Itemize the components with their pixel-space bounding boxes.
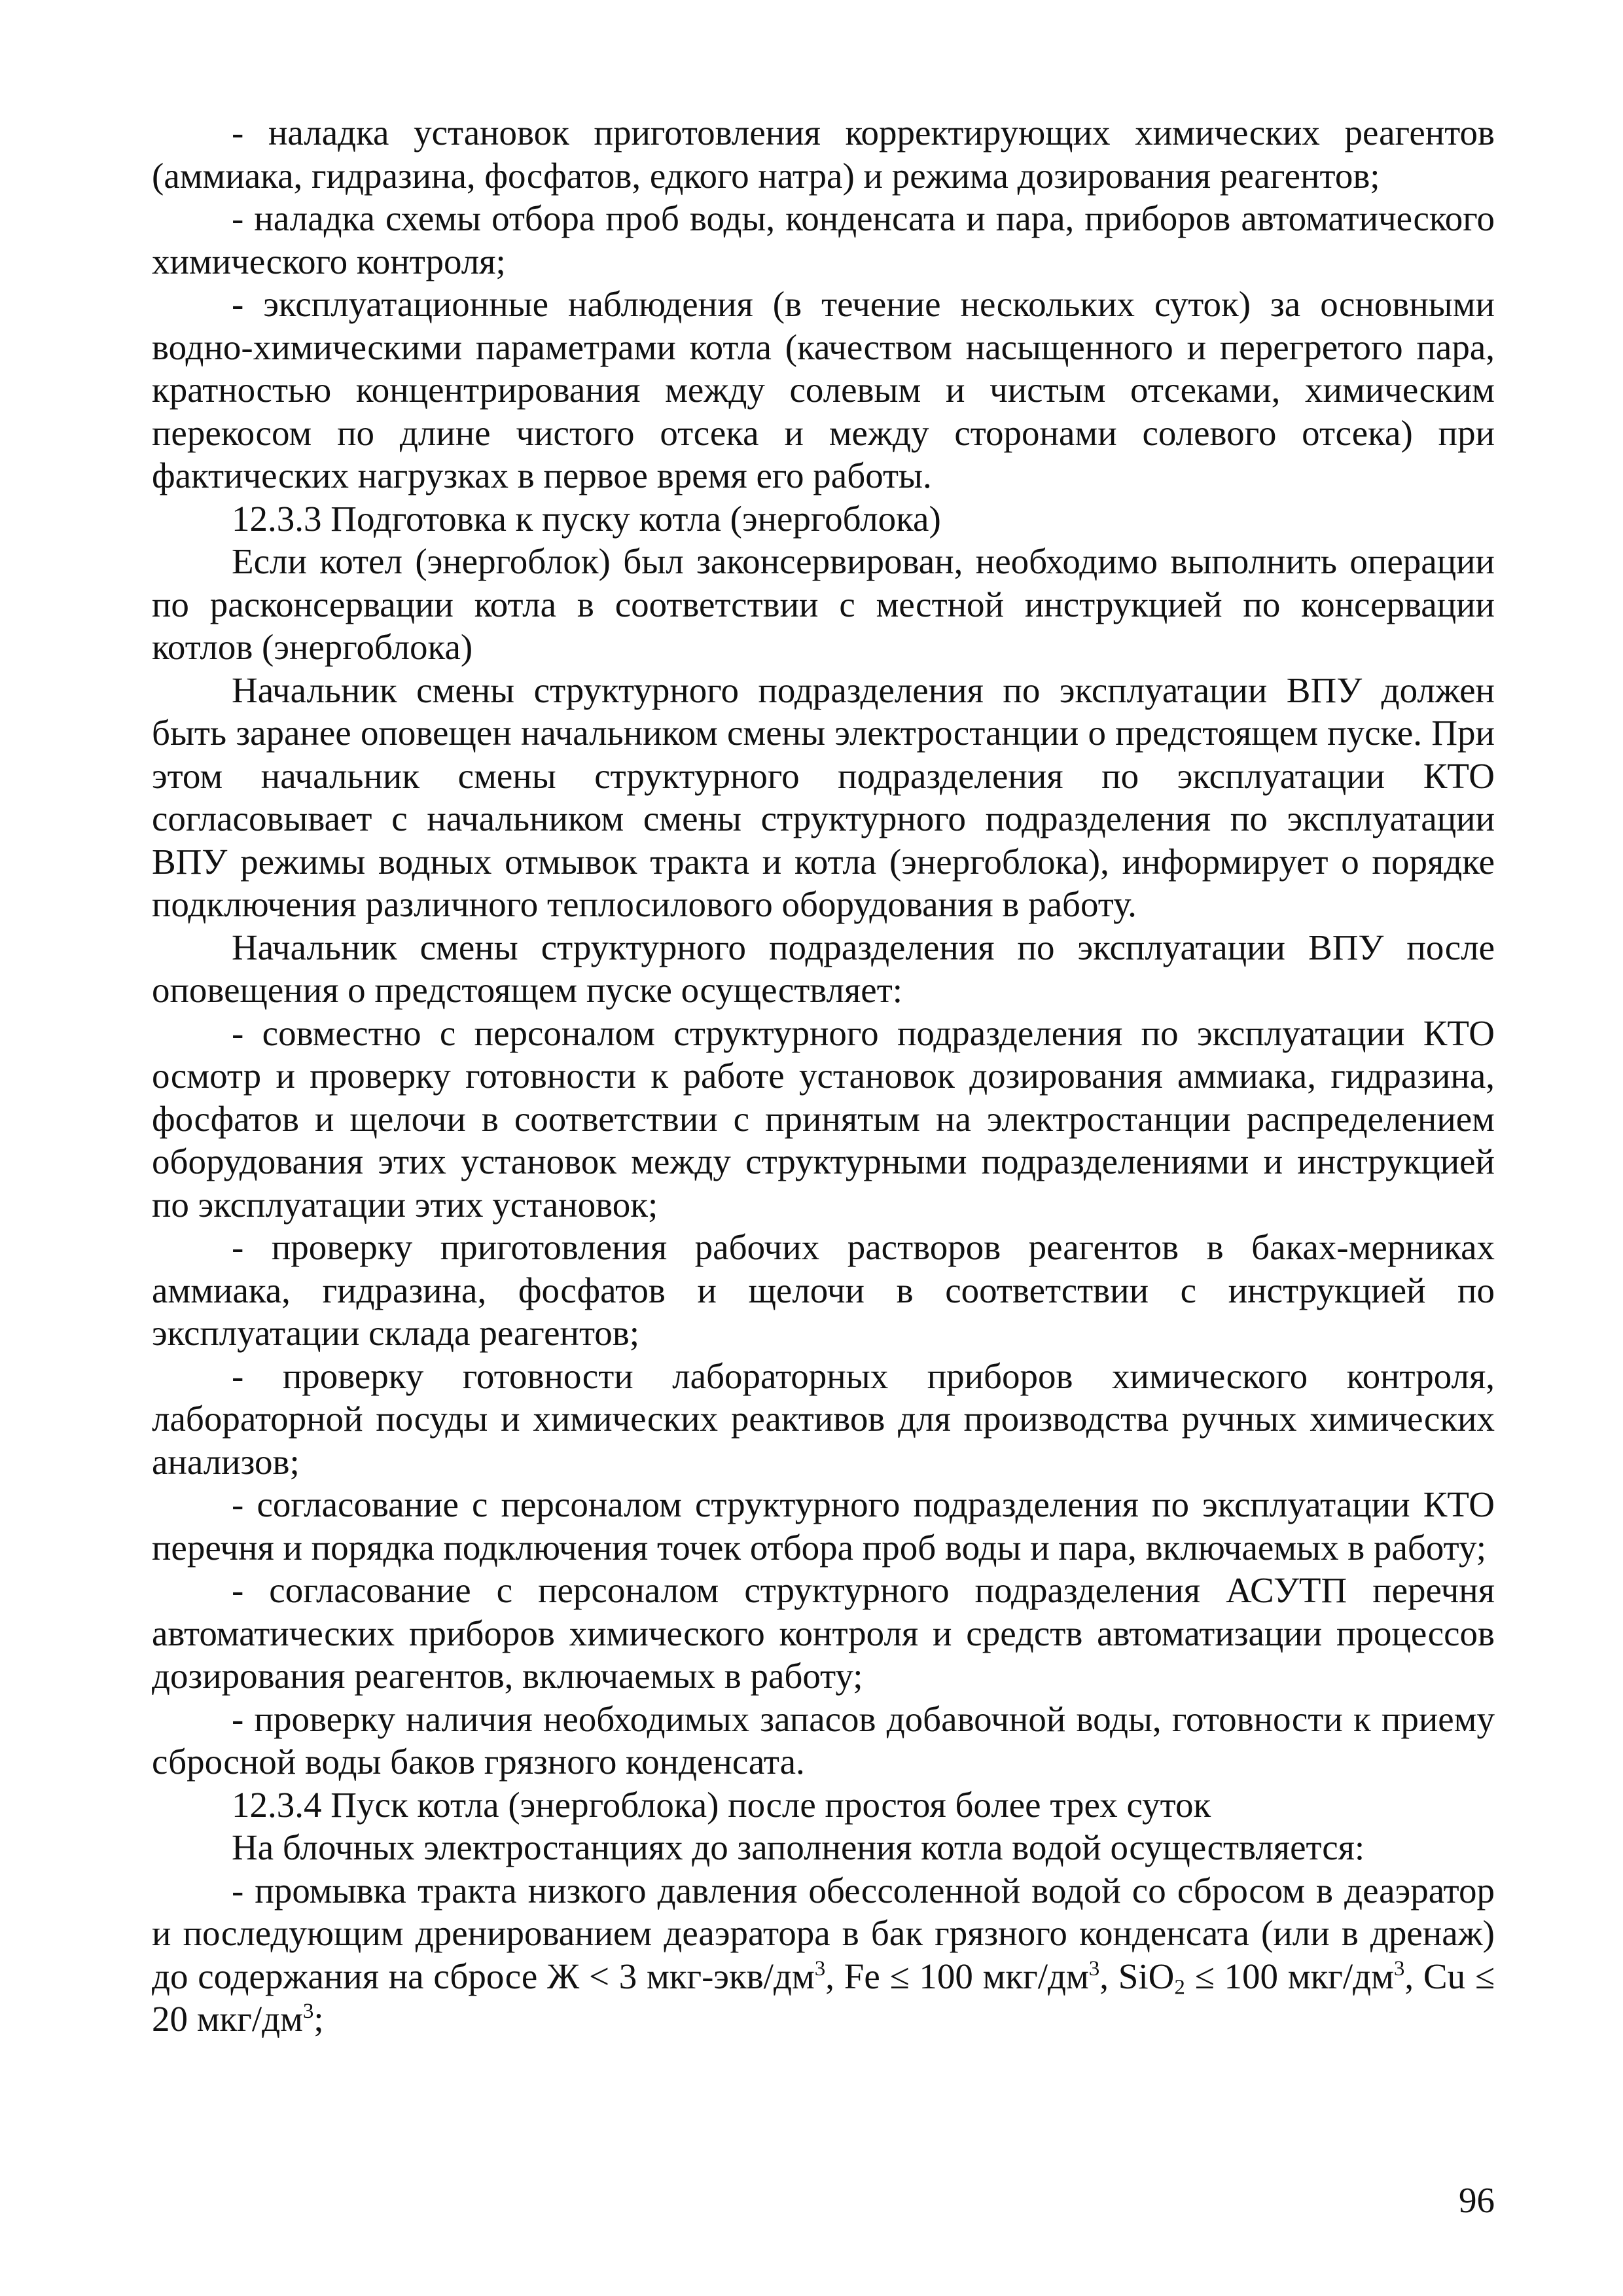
- formula-sio2: , SiO: [1099, 1956, 1175, 1996]
- paragraph-bullet: - проверку наличия необходимых запасов добавочной воды, готовности к приему сбросной воды баков грязного конденсата.: [152, 1698, 1495, 1782]
- formula-fe: , Fe ≤ 100 мкг/дм: [825, 1956, 1089, 1996]
- page-number: 96: [1459, 2180, 1495, 2220]
- superscript: 3: [814, 1956, 826, 1981]
- superscript: 3: [302, 2000, 314, 2024]
- paragraph-bullet: - наладка установок приготовления корректирующих химических реагентов (аммиака, гидразина, фосфатов, едкого натра) и режима дозирования реагентов;: [152, 113, 1495, 196]
- paragraph-bullet: - проверку приготовления рабочих растворов реагентов в баках-мерниках аммиака, гидразина, фосфатов и щелочи в соответствии с инструкцией по эксплуатации склада реагентов;: [152, 1227, 1495, 1353]
- superscript: 3: [1393, 1956, 1405, 1981]
- superscript: 3: [1088, 1956, 1100, 1981]
- paragraph-bullet: - согласование с персоналом структурного подразделения по эксплуатации КТО перечня и порядка подключения точек отбора проб воды и пара, включаемых в работу;: [152, 1484, 1495, 1568]
- paragraph-bullet-formula: [152, 1869, 1495, 2041]
- paragraph: На блочных электростанциях до заполнения котла водой осуществляется:: [232, 1827, 1365, 1867]
- formula-end: ;: [313, 1999, 324, 2039]
- paragraph-bullet: - наладка схемы отбора проб воды, конденсата и пара, приборов автоматического химического контроля;: [152, 198, 1495, 281]
- paragraph-bullet: - согласование с персоналом структурного подразделения АСУТП перечня автоматических приборов химического контроля и средств автоматизации процессов дозирования реагентов, включаемых в работу;: [152, 1570, 1495, 1696]
- paragraph-bullet: - совместно с персоналом структурного подразделения по эксплуатации КТО осмотр и проверку готовности к работе установок дозирования аммиака, гидразина, фосфатов и щелочи в соответствии с принятым на электростанции распределением оборудования этих установок между структурными подразделениями и инструкцией по эксплуатации этих установок;: [152, 1013, 1495, 1225]
- subscript: 2: [1174, 1975, 1185, 1999]
- paragraph-bullet: - проверку готовности лабораторных приборов химического контроля, лабораторной посуды и химических реактивов для производства ручных химических анализов;: [152, 1355, 1495, 1482]
- paragraph-bullet: - эксплуатационные наблюдения (в течение нескольких суток) за основными водно-химическими параметрами котла (качеством насыщенного и перегретого пара, кратностью концентрирования между солевым и чистым отсеками, химическим перекосом по длине чистого отсека и между сторонами солевого отсека) при фактических нагрузках в первое время его работы.: [152, 284, 1495, 495]
- document-body: [152, 111, 1495, 2041]
- paragraph: Начальник смены структурного подразделения по эксплуатации ВПУ после оповещения о предстоящем пуске осуществляет:: [152, 927, 1495, 1010]
- formula-sio2-value: ≤ 100 мкг/дм: [1185, 1956, 1394, 1996]
- section-heading-12-3-3: 12.3.3 Подготовка к пуску котла (энергоблока): [232, 498, 941, 539]
- paragraph: Если котел (энергоблок) был законсервирован, необходимо выполнить операции по расконсервации котла в соответствии с местной инструкцией по консервации котлов (энергоблока): [152, 541, 1495, 667]
- paragraph: Начальник смены структурного подразделения по эксплуатации ВПУ должен быть заранее оповещен начальником смены электростанции о предстоящем пуске. При этом начальник смены структурного подразделения по эксплуатации КТО согласовывает с начальником смены структурного подразделения по эксплуатации ВПУ режимы водных отмывок тракта и котла (энергоблока), информирует о порядке подключения различного теплосилового оборудования в работу.: [152, 670, 1495, 924]
- formula-text: - промывка тракта низкого давления обессоленной водой со сбросом в деаэратор и последующим дренированием деаэратора в бак грязного конденсата (или в дренаж) до содержания на сбросе Ж < 3 мкг-экв/дм: [152, 1870, 1495, 1996]
- section-heading-12-3-4: 12.3.4 Пуск котла (энергоблока) после простоя более трех суток: [232, 1784, 1211, 1825]
- formula-cu: , Cu ≤ 20 мкг/дм: [152, 1956, 1495, 2039]
